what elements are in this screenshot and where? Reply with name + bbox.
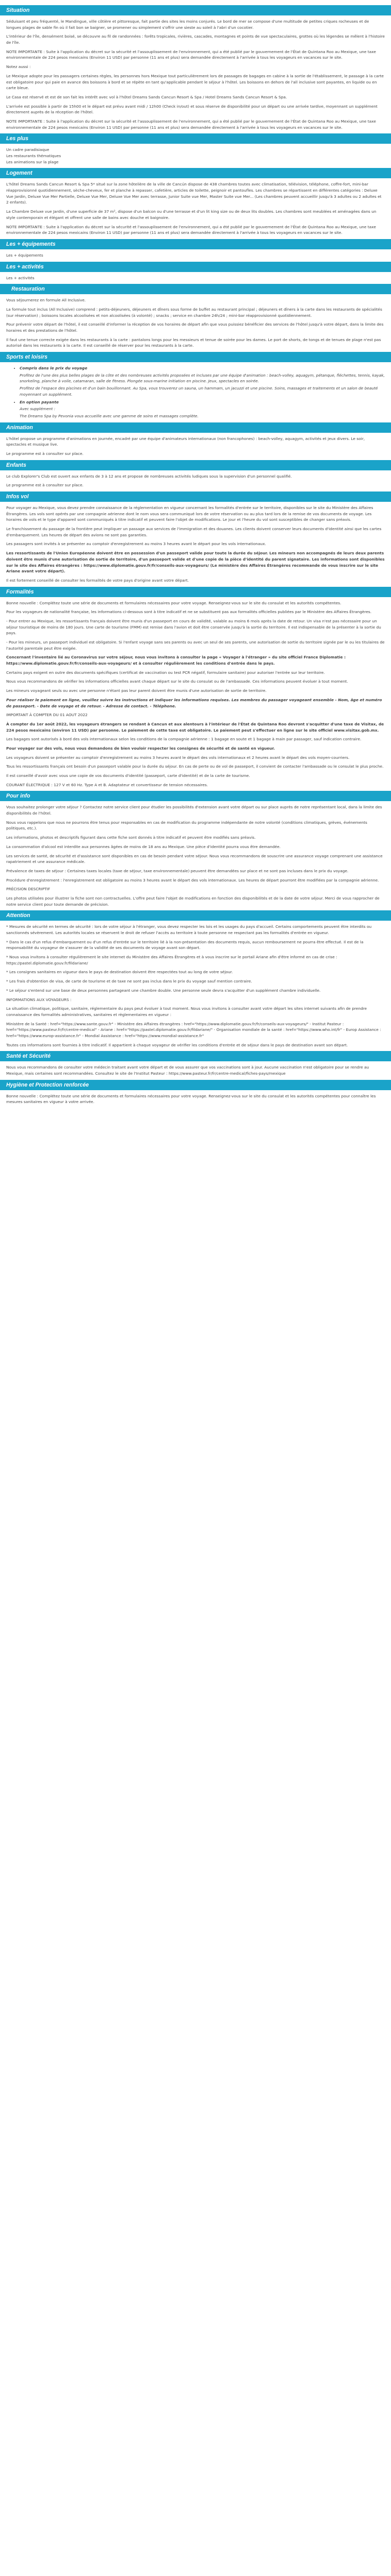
formalites-paragraph: Les voyageurs doivent se présenter au comptoir d'enregistrement au moins 3 heures avant le départ des vols internationaux et 2 heures avant le départ des vols moyen-courriers. [6,755,350,760]
equipements-item: Les + équipements [6,252,43,258]
pour-info-paragraph: La consommation d'alcool est interdite aux personnes âgées de moins de 18 ans au Mexique. Une pièce d'identité pourra vous être demandée. [6,844,281,849]
pour-info-paragraph: Les services de santé, de sécurité et d'assistance sont disponibles en cas de besoin pendant votre séjour. Nous vous recommandons de souscrire une assurance voyage comprenant une assistance rapatriement et une assurance médicale. [6,853,383,865]
section-header-sports-loisirs: Sports et loisirs [0,352,391,362]
animation-paragraph: Le programme est à consulter sur place. [6,451,84,456]
attention-paragraph: * Dans le cas d'un refus d'embarquement ou d'un refus d'entrée sur le territoire lié à la non-présentation des documents requis, aucun remboursement ne pourra être effectué. Il est de la responsabilité du voyageur de s'assurer de la validité de ses documents de voyage avant son départ. [6,939,364,951]
hygiene-paragraph: Bonne nouvelle : Complétez toute une série de documents et formulaires nécessaires pour votre voyage. Renseignez-vous sur le site du consulat et les autorités compétentes pour connaître les mesures sanitaires en vigueur à votre arrivée. [6,1093,376,1105]
attention-content [0,924,391,1048]
section-header-activites: Les + activités [0,262,391,272]
formalites-paragraph: Certains pays exigent en outre des documents spécifiques (certificat de vaccination ou test PCR négatif, formulaire sanitaire) pour autoriser l'entrée sur leur territoire. [6,670,325,675]
section-header-animation: Animation [0,422,391,433]
sports-included-item [20,365,385,397]
logement-content [0,181,391,236]
restauration-paragraph: Vous séjournerez en formule All Inclusive. [6,298,86,303]
section-header-enfants: Enfants [0,460,391,470]
activites-item: Les + activités [6,275,35,280]
situation-paragraph: L'intérieur de l'île, densément boisé, se découvre au fil de randonnées : forêts tropicales, rivières, cascades, montagnes et points de vue spectaculaires, grottes où les légendes se mêlent à l'histoire de l'île. [6,34,385,45]
section-header-attention: Attention [0,910,391,921]
infos-vol-content [0,505,391,584]
sports-paid-text: Avec supplément : [20,406,56,412]
formalites-safety-notice: Pour voyager sur des vols, nous vous demandons de bien vouloir respecter les consignes de sécurité et de santé en vigueur. [6,745,275,751]
sports-included-text-2: Profitez de l'espace des piscines et d'un bain bouillonnant. Au Spa, vous trouverez un sauna, un hammam, un jacuzzi et une piscine. Soins, massages et traitements et un salon de beauté moyennant un supplément. [20,386,378,397]
sante-content [0,1064,391,1076]
pour-info-paragraph: Les informations, photos et descriptifs figurant dans cette fiche sont donnés à titre indicatif et peuvent être modifiés sans préavis. [6,835,256,840]
product-description-page [0,0,391,1105]
restauration-paragraph: Il faut une tenue correcte exigée dans les restaurants à la carte : pantalons longs pour les messieurs et tenue de soirée pour les dames. Le port de shorts, de tongs et de tenues de plage n'est pas autorisé dans les restaurants à la carte. Il est conseillé de réserver pour les restaurants à la carte. [6,337,381,348]
formalites-paragraph: - Pour les mineurs, un passeport individuel est obligatoire. Si l'enfant voyage sans ses parents ou avec un seul de ses parents, une autorisation de sortie du territoire signée par le ou les titulaires de l'autorité parentale peut être exigée. [6,640,385,651]
activites-content [0,275,391,281]
enfants-paragraph: Le club Explorer's Club est ouvert aux enfants de 3 à 12 ans et propose de nombreuses activités ludiques sous la supervision d'un personnel qualifié. [6,473,292,479]
infos-vol-important: Les ressortissants de l'Union Européenne doivent être en possession d'un passeport valide pour toute la durée du séjour. Les mineurs non accompagnés de leurs deux parents doivent être munis d'une autorisation de sortie de territoire, d'un passeport valide et d'une copie de la pièce d'identité du parent signataire. Les informations sont disponibles sur le site des Affaires étrangères : https://www.diplomatie.gouv.fr/fr/conseils-aux-voyageurs/ (Le ministère des Affaires Étrangères recommande de vous inscrire sur le site Ariane avant votre départ). [6,551,385,574]
sports-paid-item [20,399,385,419]
enfants-content [0,473,391,488]
sante-paragraph: Nous vous recommandons de consulter votre médecin traitant avant votre départ et de vous assurer que vos vaccinations sont à jour. Aucune vaccination n'est obligatoire pour se rendre au Mexique, mais certaines sont recommandées. Consultez le site de l'Institut Pasteur : https://www.pasteur.fr/fr/centre-medical/fiches-pays/mexique [6,1065,369,1076]
attention-links-paragraph[interactable]: Ministère de la Santé : href="https://www.sante.gouv.fr" - Ministère des Affaires étrangères : href="https://www.diplomatie.gouv.fr/fr/conseils-aux-voyageurs/" - Institut Pasteur : href="https://www.pasteur.fr/fr/centre-medical" - Ariane : href="https://pastel.diplomatie.gouv.fr/fildariane/" - Organisation mondiale de la santé : href="https://www.who.int/fr" - Europ Assistance : href="https://www.europ-assistance.fr" - Mondial Assistance : href="https://www.mondial-assistance.fr" [6,1021,381,1038]
formalites-electric-current: COURANT ÉLECTRIQUE : 127 V et 60 Hz. Type A et B. Adaptateur et convertisseur de tension nécessaires. [6,782,208,787]
attention-paragraph: * Le séjour s'entend sur une base de deux personnes partageant une chambre double. Une personne seule devra s'acquitter d'un supplément chambre individuelle. [6,988,321,993]
les-plus-item: Un cadre paradisiaque [6,147,50,152]
animation-content [0,436,391,457]
les-plus-item: Les animations sur la plage [6,159,59,164]
pour-info-paragraph: Procédure d'enregistrement : l'enregistrement est obligatoire au moins 3 heures avant le départ des vols internationaux. Les heures de départ pourront être modifiées par la compagnie aérienne. [6,877,379,883]
formalites-payment-notice: Pour réaliser le paiement en ligne, veuillez suivre les instructions et indiquer les informations requises. Les membres du passager voyageant ensemble - Nom, âge et numéro de passeport. - Date de voyage et de retour. - Adresse de contact. - Téléphone. [6,697,382,708]
attention-heading: INFORMATIONS AUX VOYAGEURS : [6,997,72,1002]
situation-paragraph: Notez aussi : [6,64,31,70]
attention-paragraph: * Nous vous invitons à consulter régulièrement le site internet du Ministère des Affaires Étrangères et à vous inscrire sur le portail Ariane afin d'être informé en cas de crise : https://pastel.diplomatie.gouv.fr/fildariane/ [6,955,337,965]
attention-paragraph: * Mesures de sécurité en termes de sécurité : lors de votre séjour à l'étranger, vous devez respecter les lois et les usages du pays d'accueil. Certains comportements peuvent être interdits ou sanctionnés sévèrement. Les autorités locales se réservent le droit de refuser l'accès au territoire à toute personne ne respectant pas les formalités d'entrée en vigueur. [6,924,372,935]
situation-paragraph: L'arrivée est possible à partir de 15h00 et le départ est prévu avant midi / 12h00 (Check in/out) et sous réserve de disponibilité pour un départ ou une arrivée tardive, moyennant un supplément directement auprès de la réception de l'hôtel. [6,104,378,115]
situation-paragraph: Le Mexique adopte pour les passagers certaines règles, les personnes hors Mexique tout particulièrement lors de passages de bagages en cabine à la sortie de l'établissement, le passage à la carte est obligatoire pour qui paie en avance des boissons à bord et se répète en tant qu'applicable pendant le séjour à l'hôtel. Les boissons en dehors de l'all inclusive sont payantes, en liquide ou en carte bleue. [6,73,384,91]
sports-included-text: Profitez de l'une des plus belles plages de la côte et des nombreuses activités proposées et incluses par une équipe d'animation : beach-volley, aquagym, pétanque, fléchettes, tennis, kayak, snorkeling, planche à voile, catamaran, salle de fitness. Plongée sous-marine initiation en piscine. Jeux, spectacles en soirée. [20,372,385,384]
restauration-paragraph: Pour prévenir votre départ de l'hôtel, il est conseillé d'informer la réception de vos horaires de départ afin que vous puissiez bénéficier des services de l'hôtel jusqu'à votre départ, dans la limite des horaires et des prestations de l'hôtel. [6,322,384,333]
section-header-equipements: Les + équipements [0,239,391,249]
formalites-paragraph: Bonne nouvelle : Complétez toute une série de documents et formulaires nécessaires pour votre voyage. Renseignez-vous sur le site du consulat et les autorités compétentes. [6,600,341,605]
attention-paragraph: Toutes ces informations sont fournies à titre indicatif. Il appartient à chaque voyageur de vérifier les conditions d'entrée et de séjour dans le pays de destination avant son départ. [6,1042,348,1047]
sports-included-label: • Compris dans le prix du voyage [20,366,88,371]
logement-paragraph: L'hôtel Dreams Sands Cancun Resort & Spa 5* situé sur la zone hôtelière de la ville de Cancún dispose de 438 chambres toutes avec climatisation, télévision, téléphone, coffre-fort, mini-bar réapprovisionné quotidiennement, sèche-cheveux, fer et planche à repasser, cafetière, articles de toilette, peignoir et pantoufles. Les chambres se répartissent en différentes catégories : Deluxe Vue Jardin, Deluxe Vue Mer Partielle, Deluxe Vue Mer, Deluxe Vue Mer avec terrasse, Junior Suite vue Mer, Master Suite vue Mer... (Les chambres peuvent accueillir jusqu'à 3 adultes ou 2 adultes et 2 enfants). [6,182,382,205]
formalites-paragraph: Tous les ressortissants français ont besoin d'un passeport valable pour la durée du séjour. En cas de perte ou de vol de passeport, il convient de contacter l'ambassade ou le consulat le plus proche. [6,764,384,769]
section-header-pour-info: Pour info [0,791,391,801]
les-plus-content [0,147,391,165]
formalites-paragraph: Les mineurs voyageant seuls ou avec une personne n'étant pas leur parent doivent être munis d'une autorisation de sortie de territoire. [6,688,267,693]
pour-info-paragraph: Les photos utilisées pour illustrer la fiche sont non contractuelles. L'offre peut faire l'objet de modifications en fonction des disponibilités et de la date de votre séjour. Merci de vous rapprocher de notre service client pour toute demande de précision. [6,895,380,907]
formalites-paragraph: Pour les voyageurs de nationalité française, les informations ci-dessous sont à titre indicatif et ne se substituent pas aux formalités officielles publiées par le Ministère des Affaires Étrangères. [6,609,372,615]
hygiene-content [0,1093,391,1105]
situation-paragraph: Séduisant et peu fréquenté, le Mandingue, ville côtière et pittoresque, fait partie des sites les moins conjurés. Le bord de mer se compose d'une multitude de petites criques rocheuses et de longues plages de sable fin où il fait bon se baigner, se promener ou simplement s'offrir une sieste au soleil à l'abri d'un cocotier. [6,19,369,30]
formalites-heading-important: IMPORTANT À COMPTER DU 01 AOUT 2022 [6,713,88,718]
sports-list [6,365,385,419]
equipements-content [0,252,391,259]
formalites-visitax-notice: À compter du 1er août 2022, les voyageurs étrangers se rendant à Cancun et aux alentours à l'intérieur de l'État de Quintana Roo devront s'acquitter d'une taxe de Visitax, de 224 pesos mexicains (environ 11 USD) par personne. Le paiement de cette taxe est obligatoire. Le paiement peut s'effectuer en ligne sur le site officiel www.visitax.gob.mx. [6,721,384,733]
attention-paragraph: La situation climatique, politique, sanitaire, réglementaire du pays peut évoluer à tout moment. Nous vous invitons à consulter avant votre départ les sites internet suivants afin de prendre connaissance des formalités administratives, sanitaires et règlementaires en vigueur : [6,1006,367,1017]
les-plus-item: Les restaurants thématiques [6,154,61,158]
infos-vol-paragraph: Le franchissement du passage de la frontière peut impliquer un passage aux services de l'immigration et des douanes. Les clients doivent conserver leurs documents d'identité ainsi que les cartes d'embarquement. Les heures de départ des avions ne sont pas garanties. [6,527,382,537]
pour-info-content [0,804,391,907]
sports-paid-text-2: The Dreams Spa by Pevonia vous accueille avec une gamme de soins et massages complète. [20,413,199,418]
formalites-content [0,600,391,788]
section-header-infos-vol: Infos vol [0,492,391,502]
attention-paragraph: * Les consignes sanitaires en vigueur dans le pays de destination doivent être respectées tout au long de votre séjour. [6,970,233,975]
section-header-situation: Situation [0,5,391,15]
restauration-content [0,297,391,349]
situation-content [0,19,391,130]
pour-info-paragraph: Vous souhaitez prolonger votre séjour ? Contactez notre service client pour étudier les possibilités d'extension avant votre départ ou sur place auprès de notre représentant local, dans la limite des disponibilités de l'hôtel. [6,805,382,816]
restauration-paragraph: La formule tout inclus (All Inclusive) comprend : petits-déjeuners, déjeuners et dîners sous forme de buffet au restaurant principal ; déjeuners et dîners à la carte dans les restaurants de spécialités (sur réservation) ; boissons locales alcoolisées et non alcoolisées (à volonté) ; snacks ; service en chambre 24h/24 ; mini-bar réapprovisionné quotidiennement. [6,307,382,318]
logement-paragraph: La Chambre Deluxe vue Jardin, d'une superficie de 37 m², dispose d'un balcon ou d'une terrasse et d'un lit king size ou de deux lits doubles. Les chambres sont meublées et aménagées dans un style contemporain et élégant et offrent une salle de bains avec douche et baignoire. [6,209,377,220]
situation-paragraph: NOTE IMPORTANTE : Suite à l'application du décret sur la sécurité et l'assouplissement de l'environnement, qui a été publié par le gouvernement de l'État de Quintana Roo au Mexique, une taxe environnementale de 224 pesos mexicains (Environ 11 USD) par personne (11 ans et plus) sera demandée directement à l'arrivée à tous les voyageurs en vacances sur le site. [6,49,376,60]
section-header-logement: Logement [0,168,391,178]
section-header-restauration: Restauration [0,284,391,294]
animation-paragraph: L'hôtel propose un programme d'animations en journée, encadré par une équipe d'animateurs internationaux (non francophones) : beach-volley, aquagym, activités et jeux divers. Le soir, spectacles et musique live. [6,436,365,447]
situation-paragraph: Le Casa est réservé et est de son fait les intérêt avec vol à l'hôtel Dreams Sands Cancun Resort & Spa / Hotel Dreams Sands Cancun Resort & Spa. [6,94,287,99]
formalites-paragraph: Il est conseillé d'avoir avec vous une copie de vos documents d'identité (passeport, carte d'identité) et de la carte de tourisme. [6,773,250,778]
situation-paragraph: NOTE IMPORTANTE : Suite à l'application du décret sur la sécurité et l'assouplissement de l'environnement, qui a été publié par le gouvernement de l'État de Quintana Roo au Mexique, une taxe environnementale de 224 pesos mexicains (Environ 11 USD) par personne (11 ans et plus) sera demandée directement à l'arrivée à tous les voyageurs en vacances sur le site. [6,118,376,130]
section-header-hygiene: Hygiène et Protection renforcée [0,1080,391,1090]
sports-paid-label: • En option payante [20,399,59,404]
section-header-formalites: Formalités [0,587,391,597]
sports-content [0,365,391,419]
formalites-paragraph: Les bagages sont autorisés à bord des vols internationaux selon les conditions de la compagnie aérienne : 1 bagage en soute et 1 bagage à main par passager, sauf indication contraire. [6,737,362,742]
infos-vol-paragraph: Pour voyager au Mexique, vous devez prendre connaissance de la réglementation en vigueur concernant les formalités d'entrée sur le territoire, disponibles sur le site du Ministère des Affaires Étrangères. Les vols sont opérés par une compagnie aérienne dont le nom vous sera communiqué lors de votre réservation ou au plus tard lors de la remise de vos documents de voyage. Les horaires de vols et le type d'appareil sont communiqués à titre indicatif et peuvent faire l'objet de modifications. Le jour et l'heure du vol sont susceptibles de changer sans préavis. [6,505,373,522]
section-header-sante-securite: Santé et Sécurité [0,1051,391,1061]
infos-vol-paragraph: Les passagers sont invités à se présenter au comptoir d'enregistrement au moins 3 heures avant le départ pour les vols internationaux. [6,541,266,547]
section-header-les-plus: Les plus [0,133,391,144]
formalites-covid-notice: Concernant l'inventaire lié au Coronavirus sur votre séjour, nous vous invitons à consulter la page « Voyager à l'étranger » du site officiel France Diplomatie : https://www.diplomatie.gouv.fr/fr/conseils-aux-voyageurs/ et à consulter régulièrement les conditions d'entrée dans le pays. [6,655,346,666]
formalites-paragraph: - Pour entrer au Mexique, les ressortissants français doivent être munis d'un passeport en cours de validité, valable au moins 6 mois après la date de retour. Un visa n'est pas nécessaire pour un séjour touristique de moins de 180 jours. Une carte de tourisme (FMM) est remise dans l'avion et doit être conservée jusqu'à la sortie du territoire. Il est indispensable de la présenter à la sortie du pays. [6,618,381,636]
attention-paragraph: * Les frais d'obtention de visa, de carte de tourisme et de taxe ne sont pas inclus dans le prix du voyage sauf mention contraire. [6,979,252,984]
logement-paragraph: NOTE IMPORTANTE : Suite à l'application du décret sur la sécurité et l'assouplissement de l'environnement, qui a été publié par le gouvernement de l'État de Quintana Roo au Mexique, une taxe environnementale de 224 pesos mexicains (Environ 11 USD) par personne (11 ans et plus) sera demandée directement à l'arrivée à tous les voyageurs en vacances sur le site. [6,224,376,235]
formalites-paragraph: Nous vous recommandons de vérifier les informations officielles avant chaque départ sur le site du consulat ou de l'ambassade. Ces informations peuvent évoluer à tout moment. [6,679,348,684]
infos-vol-paragraph: Il est fortement conseillé de consulter les formalités de votre pays d'origine avant votre départ. [6,578,189,583]
enfants-paragraph: Le programme est à consulter sur place. [6,483,84,488]
pour-info-paragraph: Nous vous rappelons que nous ne pourrons être tenus pour responsables en cas de modification du programme indépendante de notre volonté (conditions climatiques, grèves, événements politiques, etc.). [6,820,367,831]
pour-info-paragraph: Prévalence de taxes de séjour : Certaines taxes locales (taxe de séjour, taxe environnementale) peuvent être demandées sur place et ne sont pas incluses dans le prix du voyage. [6,868,349,873]
pour-info-heading: PRÉCISION DESCRIPTIF [6,887,51,892]
